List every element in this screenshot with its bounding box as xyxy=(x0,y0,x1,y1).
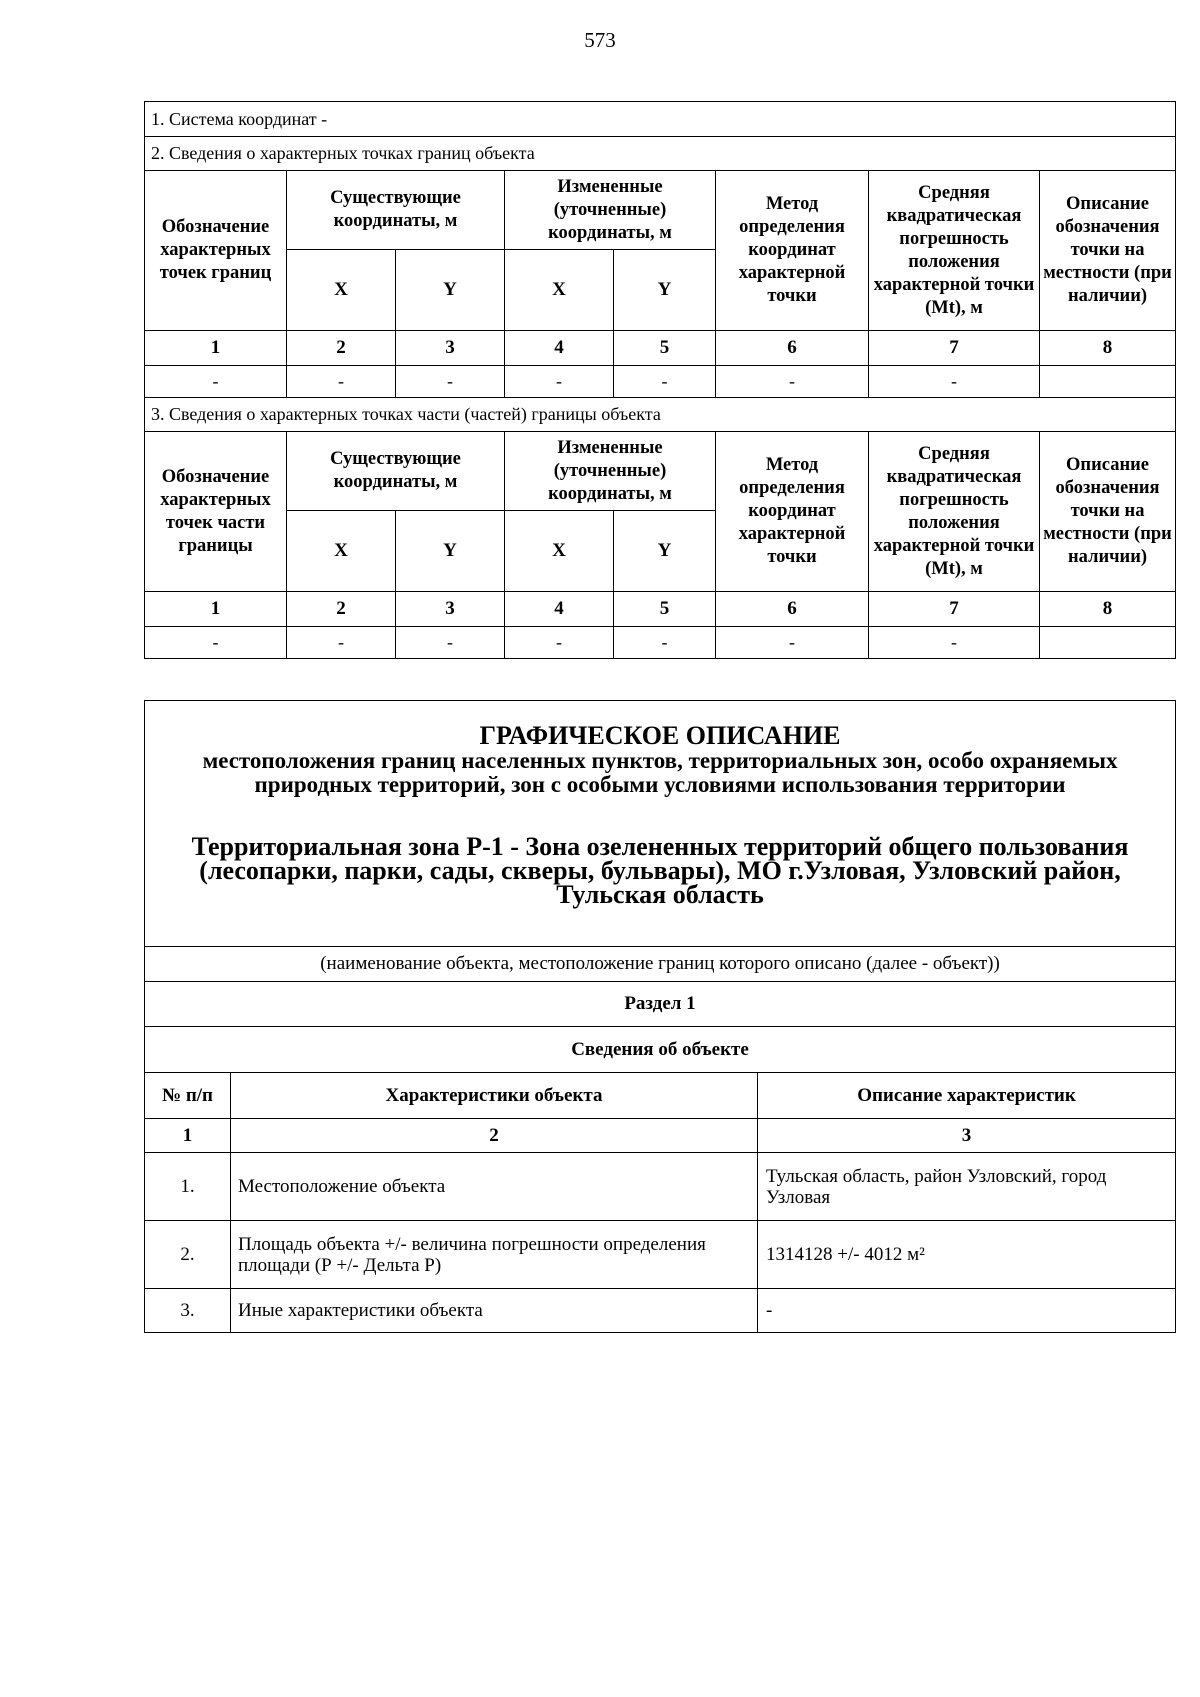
y-header: Y xyxy=(396,511,505,592)
col-header-description: Описание характеристик xyxy=(758,1073,1176,1119)
changed-coords-header: Измененные (уточненные) координаты, м xyxy=(505,432,716,511)
document-subtitle: местоположения границ населенных пунктов, территориальных зон, особо охраняемых природных территорий, зон с особыми условиями использования территории xyxy=(202,748,1118,797)
mse-header: Средняя квадратическая погрешность положения характерной точки (Mt), м xyxy=(869,171,1040,331)
col-num: 7 xyxy=(869,592,1040,627)
col-num: 2 xyxy=(231,1119,758,1153)
col-num: 4 xyxy=(505,592,614,627)
graphic-description-table xyxy=(144,700,1176,1333)
cell: - xyxy=(716,366,869,398)
cell: - xyxy=(396,627,505,659)
description-header: Описание обозначения точки на местности (при наличии) xyxy=(1040,432,1176,592)
cell xyxy=(1040,366,1176,398)
part-points-heading: 3. Сведения о характерных точках части (частей) границы объекта xyxy=(145,398,1176,432)
cell xyxy=(1040,627,1176,659)
cell: - xyxy=(145,627,287,659)
col-num: 3 xyxy=(396,592,505,627)
col-num: 4 xyxy=(505,331,614,366)
cell: - xyxy=(869,627,1040,659)
col-num: 2 xyxy=(287,331,396,366)
x-header: X xyxy=(505,250,614,331)
cell: - xyxy=(869,366,1040,398)
table-row xyxy=(145,1289,1176,1333)
row-name: Площадь объекта +/- величина погрешности определения площади (Р +/- Дельта Р) xyxy=(231,1221,758,1289)
object-name: Территориальная зона Р-1 - Зона озелененных территорий общего пользования (лесопарки, парки, сады, скверы, бульвары), МО г.Узловая, Узловский район, Тульская область xyxy=(191,832,1129,909)
description-header: Описание обозначения точки на местности (при наличии) xyxy=(1040,171,1176,331)
boundary-points-heading: 2. Сведения о характерных точках границ объекта xyxy=(145,137,1176,171)
row-index: 3. xyxy=(145,1289,231,1333)
coord-system-row: 1. Система координат - xyxy=(145,102,1176,137)
row-index: 2. xyxy=(145,1221,231,1289)
row-name: Местоположение объекта xyxy=(231,1153,758,1221)
row-value: - xyxy=(758,1289,1176,1333)
changed-coords-header: Измененные (уточненные) координаты, м xyxy=(505,171,716,250)
title-block xyxy=(145,701,1176,947)
column-number-row xyxy=(145,592,1176,627)
cell: - xyxy=(287,627,396,659)
document-title: ГРАФИЧЕСКОЕ ОПИСАНИЕ xyxy=(479,721,841,750)
designation-part-header: Обозначение характерных точек части границы xyxy=(145,432,287,592)
table-row xyxy=(145,1221,1176,1289)
y-header: Y xyxy=(614,511,716,592)
cell: - xyxy=(505,366,614,398)
col-num: 8 xyxy=(1040,331,1176,366)
coordinates-table xyxy=(144,101,1176,659)
col-num: 8 xyxy=(1040,592,1176,627)
object-caption: (наименование объекта, местоположение границ которого описано (далее - объект)) xyxy=(145,947,1176,982)
col-num: 7 xyxy=(869,331,1040,366)
method-header: Метод определения координат характерной точки xyxy=(716,171,869,331)
method-header: Метод определения координат характерной точки xyxy=(716,432,869,592)
existing-coords-header: Существующие координаты, м xyxy=(287,432,505,511)
col-num: 1 xyxy=(145,331,287,366)
col-num: 3 xyxy=(758,1119,1176,1153)
y-header: Y xyxy=(396,250,505,331)
table-row xyxy=(145,1153,1176,1221)
cell: - xyxy=(614,627,716,659)
col-num: 6 xyxy=(716,331,869,366)
page-number: 573 xyxy=(584,28,616,52)
cell: - xyxy=(614,366,716,398)
x-header: X xyxy=(505,511,614,592)
col-num: 5 xyxy=(614,331,716,366)
cell: - xyxy=(287,366,396,398)
cell: - xyxy=(396,366,505,398)
cell: - xyxy=(505,627,614,659)
row-value: Тульская область, район Узловский, город Узловая xyxy=(758,1153,1176,1221)
col-num: 1 xyxy=(145,592,287,627)
col-header-characteristics: Характеристики объекта xyxy=(231,1073,758,1119)
col-num: 2 xyxy=(287,592,396,627)
cell: - xyxy=(716,627,869,659)
section-label: Раздел 1 xyxy=(145,982,1176,1027)
x-header: X xyxy=(287,511,396,592)
row-name: Иные характеристики объекта xyxy=(231,1289,758,1333)
col-num: 1 xyxy=(145,1119,231,1153)
column-number-row xyxy=(145,331,1176,366)
col-num: 3 xyxy=(396,331,505,366)
x-header: X xyxy=(287,250,396,331)
col-num: 6 xyxy=(716,592,869,627)
row-value: 1314128 +/- 4012 м² xyxy=(758,1221,1176,1289)
mse-header: Средняя квадратическая погрешность положения характерной точки (Mt), м xyxy=(869,432,1040,592)
designation-header: Обозначение характерных точек границ xyxy=(145,171,287,331)
existing-coords-header: Существующие координаты, м xyxy=(287,171,505,250)
table-row xyxy=(145,366,1176,398)
row-index: 1. xyxy=(145,1153,231,1221)
col-header-index: № п/п xyxy=(145,1073,231,1119)
y-header: Y xyxy=(614,250,716,331)
section-title: Сведения об объекте xyxy=(145,1027,1176,1073)
col-num: 5 xyxy=(614,592,716,627)
table-row xyxy=(145,627,1176,659)
cell: - xyxy=(145,366,287,398)
